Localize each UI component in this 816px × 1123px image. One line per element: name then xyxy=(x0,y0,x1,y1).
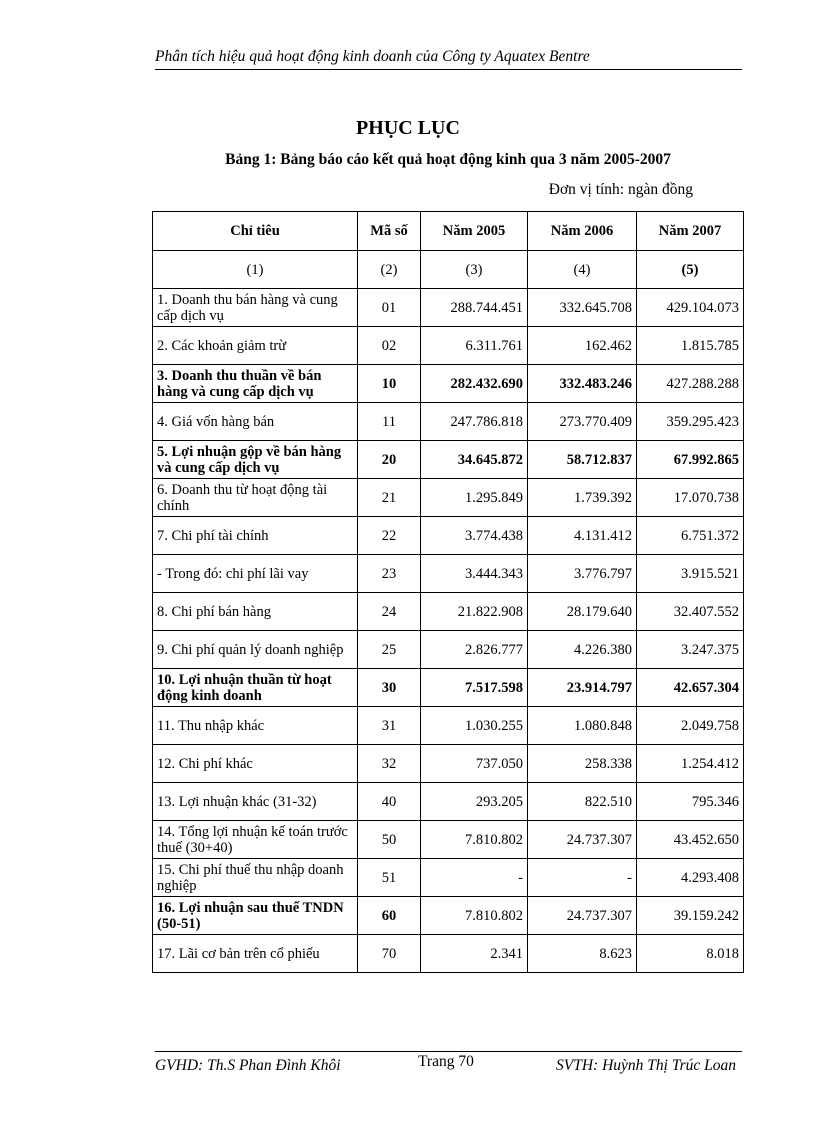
footer-student: SVTH: Huỳnh Thị Trúc Loan xyxy=(556,1057,736,1074)
value-2006-cell: 258.338 xyxy=(528,745,637,783)
value-2005-cell: - xyxy=(421,859,528,897)
value-2006-cell: 28.179.640 xyxy=(528,593,637,631)
value-2007-cell: 6.751.372 xyxy=(637,517,744,555)
index-cell: (4) xyxy=(528,251,637,289)
code-cell: 24 xyxy=(358,593,421,631)
value-2007-cell: 67.992.865 xyxy=(637,441,744,479)
value-2007-cell: 427.288.288 xyxy=(637,365,744,403)
col-header-code: Mã số xyxy=(358,212,421,251)
table-header-row xyxy=(153,212,744,251)
indicator-cell: 14. Tổng lợi nhuận kế toán trước thuế (30+40) xyxy=(153,821,358,859)
code-cell: 20 xyxy=(358,441,421,479)
value-2005-cell: 282.432.690 xyxy=(421,365,528,403)
table-row xyxy=(153,935,744,973)
indicator-cell: 5. Lợi nhuận gộp về bán hàng và cung cấp dịch vụ xyxy=(153,441,358,479)
value-2005-cell: 3.774.438 xyxy=(421,517,528,555)
code-cell: 21 xyxy=(358,479,421,517)
value-2005-cell: 247.786.818 xyxy=(421,403,528,441)
value-2006-cell: 58.712.837 xyxy=(528,441,637,479)
code-cell: 70 xyxy=(358,935,421,973)
table-row xyxy=(153,555,744,593)
indicator-cell: 1. Doanh thu bán hàng và cung cấp dịch vụ xyxy=(153,289,358,327)
value-2007-cell: 429.104.073 xyxy=(637,289,744,327)
code-cell: 10 xyxy=(358,365,421,403)
value-2005-cell: 1.295.849 xyxy=(421,479,528,517)
value-2005-cell: 7.517.598 xyxy=(421,669,528,707)
value-2006-cell: 332.645.708 xyxy=(528,289,637,327)
value-2006-cell: 822.510 xyxy=(528,783,637,821)
table-row xyxy=(153,821,744,859)
value-2006-cell: 1.080.848 xyxy=(528,707,637,745)
code-cell: 31 xyxy=(358,707,421,745)
indicator-cell: 6. Doanh thu từ hoạt động tài chính xyxy=(153,479,358,517)
col-header-indicator: Chỉ tiêu xyxy=(153,212,358,251)
value-2006-cell: - xyxy=(528,859,637,897)
value-2007-cell: 359.295.423 xyxy=(637,403,744,441)
table-row xyxy=(153,859,744,897)
indicator-cell: 17. Lãi cơ bản trên cổ phiếu xyxy=(153,935,358,973)
code-cell: 11 xyxy=(358,403,421,441)
income-statement-table xyxy=(152,211,744,973)
indicator-cell: 10. Lợi nhuận thuần từ hoạt động kinh doanh xyxy=(153,669,358,707)
col-header-2007: Năm 2007 xyxy=(637,212,744,251)
code-cell: 60 xyxy=(358,897,421,935)
indicator-cell: 13. Lợi nhuận khác (31-32) xyxy=(153,783,358,821)
index-cell: (1) xyxy=(153,251,358,289)
value-2007-cell: 43.452.650 xyxy=(637,821,744,859)
value-2006-cell: 23.914.797 xyxy=(528,669,637,707)
col-header-2005: Năm 2005 xyxy=(421,212,528,251)
page-title: PHỤC LỤC xyxy=(356,117,460,139)
table-row xyxy=(153,327,744,365)
table-row xyxy=(153,517,744,555)
value-2005-cell: 2.341 xyxy=(421,935,528,973)
table-row xyxy=(153,631,744,669)
value-2007-cell: 39.159.242 xyxy=(637,897,744,935)
value-2006-cell: 4.131.412 xyxy=(528,517,637,555)
table-row xyxy=(153,745,744,783)
value-2006-cell: 24.737.307 xyxy=(528,821,637,859)
code-cell: 51 xyxy=(358,859,421,897)
footer-advisor: GVHD: Th.S Phan Đình Khôi xyxy=(155,1057,341,1074)
index-cell: (2) xyxy=(358,251,421,289)
table-row xyxy=(153,479,744,517)
value-2006-cell: 4.226.380 xyxy=(528,631,637,669)
value-2007-cell: 42.657.304 xyxy=(637,669,744,707)
value-2007-cell: 1.254.412 xyxy=(637,745,744,783)
value-2005-cell: 288.744.451 xyxy=(421,289,528,327)
table-row xyxy=(153,593,744,631)
table-row xyxy=(153,669,744,707)
value-2006-cell: 24.737.307 xyxy=(528,897,637,935)
value-2005-cell: 7.810.802 xyxy=(421,897,528,935)
value-2005-cell: 21.822.908 xyxy=(421,593,528,631)
value-2007-cell: 2.049.758 xyxy=(637,707,744,745)
value-2007-cell: 4.293.408 xyxy=(637,859,744,897)
table-row xyxy=(153,897,744,935)
value-2005-cell: 293.205 xyxy=(421,783,528,821)
page-number: Trang 70 xyxy=(418,1053,474,1070)
value-2006-cell: 332.483.246 xyxy=(528,365,637,403)
value-2005-cell: 34.645.872 xyxy=(421,441,528,479)
code-cell: 50 xyxy=(358,821,421,859)
index-cell: (3) xyxy=(421,251,528,289)
code-cell: 23 xyxy=(358,555,421,593)
value-2005-cell: 737.050 xyxy=(421,745,528,783)
code-cell: 25 xyxy=(358,631,421,669)
code-cell: 40 xyxy=(358,783,421,821)
value-2007-cell: 8.018 xyxy=(637,935,744,973)
value-2006-cell: 273.770.409 xyxy=(528,403,637,441)
table-row xyxy=(153,365,744,403)
value-2005-cell: 3.444.343 xyxy=(421,555,528,593)
value-2006-cell: 8.623 xyxy=(528,935,637,973)
indicator-cell: 9. Chi phí quản lý doanh nghiệp xyxy=(153,631,358,669)
value-2005-cell: 7.810.802 xyxy=(421,821,528,859)
indicator-cell: 11. Thu nhập khác xyxy=(153,707,358,745)
table-row xyxy=(153,289,744,327)
value-2006-cell: 162.462 xyxy=(528,327,637,365)
index-cell: (5) xyxy=(637,251,744,289)
value-2005-cell: 2.826.777 xyxy=(421,631,528,669)
value-2007-cell: 1.815.785 xyxy=(637,327,744,365)
table-row xyxy=(153,783,744,821)
indicator-cell: 16. Lợi nhuận sau thuế TNDN (50-51) xyxy=(153,897,358,935)
code-cell: 32 xyxy=(358,745,421,783)
indicator-cell: 15. Chi phí thuế thu nhập doanh nghiệp xyxy=(153,859,358,897)
running-header: Phân tích hiệu quả hoạt động kinh doanh của Công ty Aquatex Bentre xyxy=(155,48,742,70)
code-cell: 02 xyxy=(358,327,421,365)
value-2007-cell: 3.915.521 xyxy=(637,555,744,593)
indicator-cell: 8. Chi phí bán hàng xyxy=(153,593,358,631)
value-2007-cell: 32.407.552 xyxy=(637,593,744,631)
indicator-cell: 12. Chi phí khác xyxy=(153,745,358,783)
table-row xyxy=(153,441,744,479)
indicator-cell: 7. Chi phí tài chính xyxy=(153,517,358,555)
indicator-cell: 3. Doanh thu thuần về bán hàng và cung cấp dịch vụ xyxy=(153,365,358,403)
table-index-row xyxy=(153,251,744,289)
table-row xyxy=(153,403,744,441)
indicator-cell: - Trong đó: chi phí lãi vay xyxy=(153,555,358,593)
value-2007-cell: 3.247.375 xyxy=(637,631,744,669)
value-2005-cell: 1.030.255 xyxy=(421,707,528,745)
table-row xyxy=(153,707,744,745)
col-header-2006: Năm 2006 xyxy=(528,212,637,251)
code-cell: 30 xyxy=(358,669,421,707)
code-cell: 01 xyxy=(358,289,421,327)
indicator-cell: 2. Các khoản giảm trừ xyxy=(153,327,358,365)
footer-divider xyxy=(155,1051,742,1052)
value-2006-cell: 1.739.392 xyxy=(528,479,637,517)
table-caption: Bảng 1: Bảng báo cáo kết quả hoạt động kinh qua 3 năm 2005-2007 xyxy=(225,151,671,168)
value-2007-cell: 795.346 xyxy=(637,783,744,821)
value-2005-cell: 6.311.761 xyxy=(421,327,528,365)
value-2007-cell: 17.070.738 xyxy=(637,479,744,517)
value-2006-cell: 3.776.797 xyxy=(528,555,637,593)
code-cell: 22 xyxy=(358,517,421,555)
indicator-cell: 4. Giá vốn hàng bán xyxy=(153,403,358,441)
unit-note: Đơn vị tính: ngàn đồng xyxy=(548,181,693,198)
